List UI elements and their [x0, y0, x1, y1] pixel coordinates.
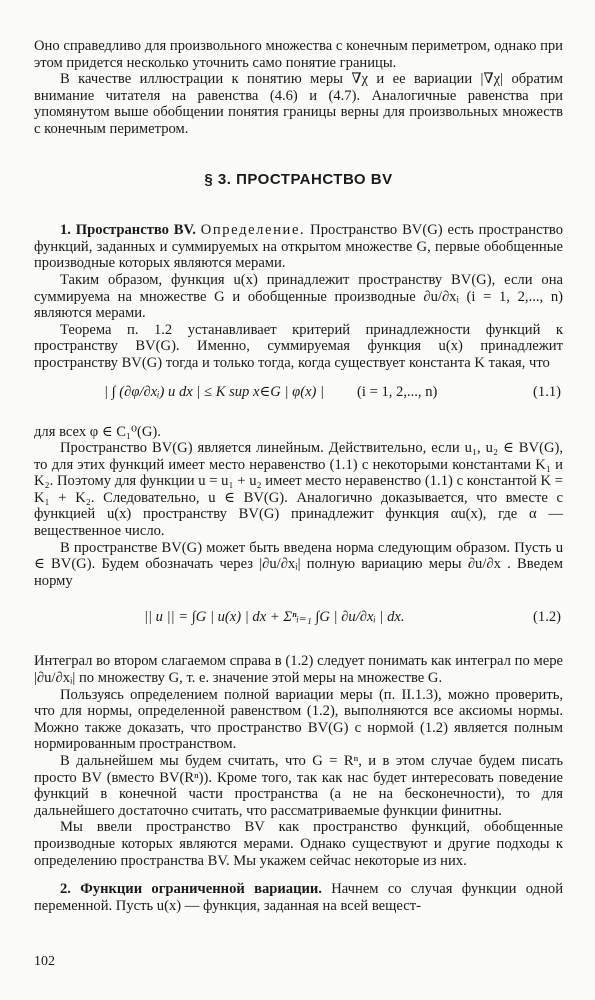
paragraph-axioms: Пользуясь определением полной вариации меры (п. II.1.3), можно проверить, что для нормы, определенной равенством (1.2), выполняются все аксиомы нормы. Можно также доказать, что пространство BV(G) с нормой (1.2) является полным нормированным пространством.: [34, 686, 563, 753]
equation-number: (1.1): [533, 383, 561, 400]
paragraph-theorem: Теорема п. 1.2 устанавливает критерий принадлежности функций к пространству BV(G). Именно, суммируемая функция u(x) принадлежит пространству BV(G) тогда и только тогда, когда существует константа K такая, что: [34, 321, 563, 371]
formula-1-1-condition: (i = 1, 2,..., n): [357, 383, 438, 400]
paragraph-integral: Интеграл во втором слагаемом справа в (1.2) следует понимать как интеграл по мере |∂u/∂xᵢ| по множеству G, т. е. значение этой меры на множестве G.: [34, 653, 563, 687]
paragraph-bounded-variation: [34, 881, 563, 914]
paragraph-rn: В дальнейшем мы будем считать, что G = Rⁿ, и в этом случае будем писать просто BV (вместо BV(Rⁿ)). Кроме того, так как нас будет интересовать поведение функций в конечной части пространства (а не на бесконечности), то для дальнейшего достаточно считать, что рассматриваемые функции финитны.: [34, 753, 563, 819]
paragraph-linearity: Пространство BV(G) является линейным. Действительно, если u₁, u₂ ∈ BV(G), то для этих функций имеет место неравенство (1.1) с некоторыми константами K₁ и K₂. Поэтому для функции u = u₁ + u₂ имеет место неравенство (1.1) с константой K = K₁ + K₂. Следовательно, u ∈ BV(G). Аналогично доказывается, что вместе с функцией u(x) пространству BV(G) принадлежит функция αu(x), где α — вещественное число.: [34, 440, 563, 540]
subsection-title: 1. Пространство BV.: [60, 222, 196, 239]
equation-number: (1.2): [533, 609, 561, 626]
subsection-title: 2. Функции ограниченной вариации.: [60, 881, 322, 898]
paragraph-for-all: для всех φ ∈ C₁⁰(G).: [34, 423, 161, 440]
paragraph-definition: [34, 222, 563, 272]
definition-label: Определение.: [200, 222, 306, 239]
section-heading: § 3. ПРОСТРАНСТВО BV: [204, 170, 393, 188]
formula-1-2: [34, 593, 563, 647]
paragraph-approaches: Мы ввели пространство BV как пространство функций, обобщенные производные которых являются мерами. Однако существуют и другие подходы к определению пространства BV. Мы укажем сейчас некоторые из них.: [34, 819, 563, 869]
formula-1-2-body: || u || = ∫G | u(x) | dx + Σⁿᵢ₌₁ ∫G | ∂u/∂xᵢ | dx.: [144, 609, 405, 626]
paragraph-norm-intro: В пространстве BV(G) может быть введена норма следующим образом. Пусть u ∈ BV(G). Будем обозначать через |∂u/∂xᵢ| полную вариацию меры ∂u/∂x . Введем норму: [34, 539, 563, 589]
paragraph-consequence: Таким образом, функция u(x) принадлежит пространству BV(G), если она суммируема на множестве G и обобщенные производные ∂u/∂xᵢ (i = 1, 2,..., n) являются мерами.: [34, 271, 563, 322]
paragraph-illustration: В качестве иллюстрации к понятию меры ∇χ и ее вариации |∇χ| обратим внимание читателя на равенства (4.6) и (4.7). Аналогичные равенства при упомянутом выше обобщении понятия границы верны для произвольных множеств с конечным периметром.: [34, 71, 563, 137]
definition-text: Пространство BV(G) есть пространство функций, заданных и суммируемых на открытом множестве G, первые обобщенные производные которых являются мерами.: [34, 222, 564, 272]
paragraph-continuation: Оно справедливо для произвольного множества с конечным периметром, однако при этом придется несколько уточнить само понятие границы.: [34, 38, 563, 71]
formula-1-1-body: | ∫ (∂φ/∂xᵢ) u dx | ≤ K sup x∈G | φ(x) |: [104, 383, 325, 400]
formula-1-1: [34, 376, 563, 418]
page-number: 102: [34, 954, 55, 969]
subsection-text: Начнем со случая функции одной переменной. Пусть u(x) — функция, заданная на всей вещест-: [34, 881, 563, 914]
